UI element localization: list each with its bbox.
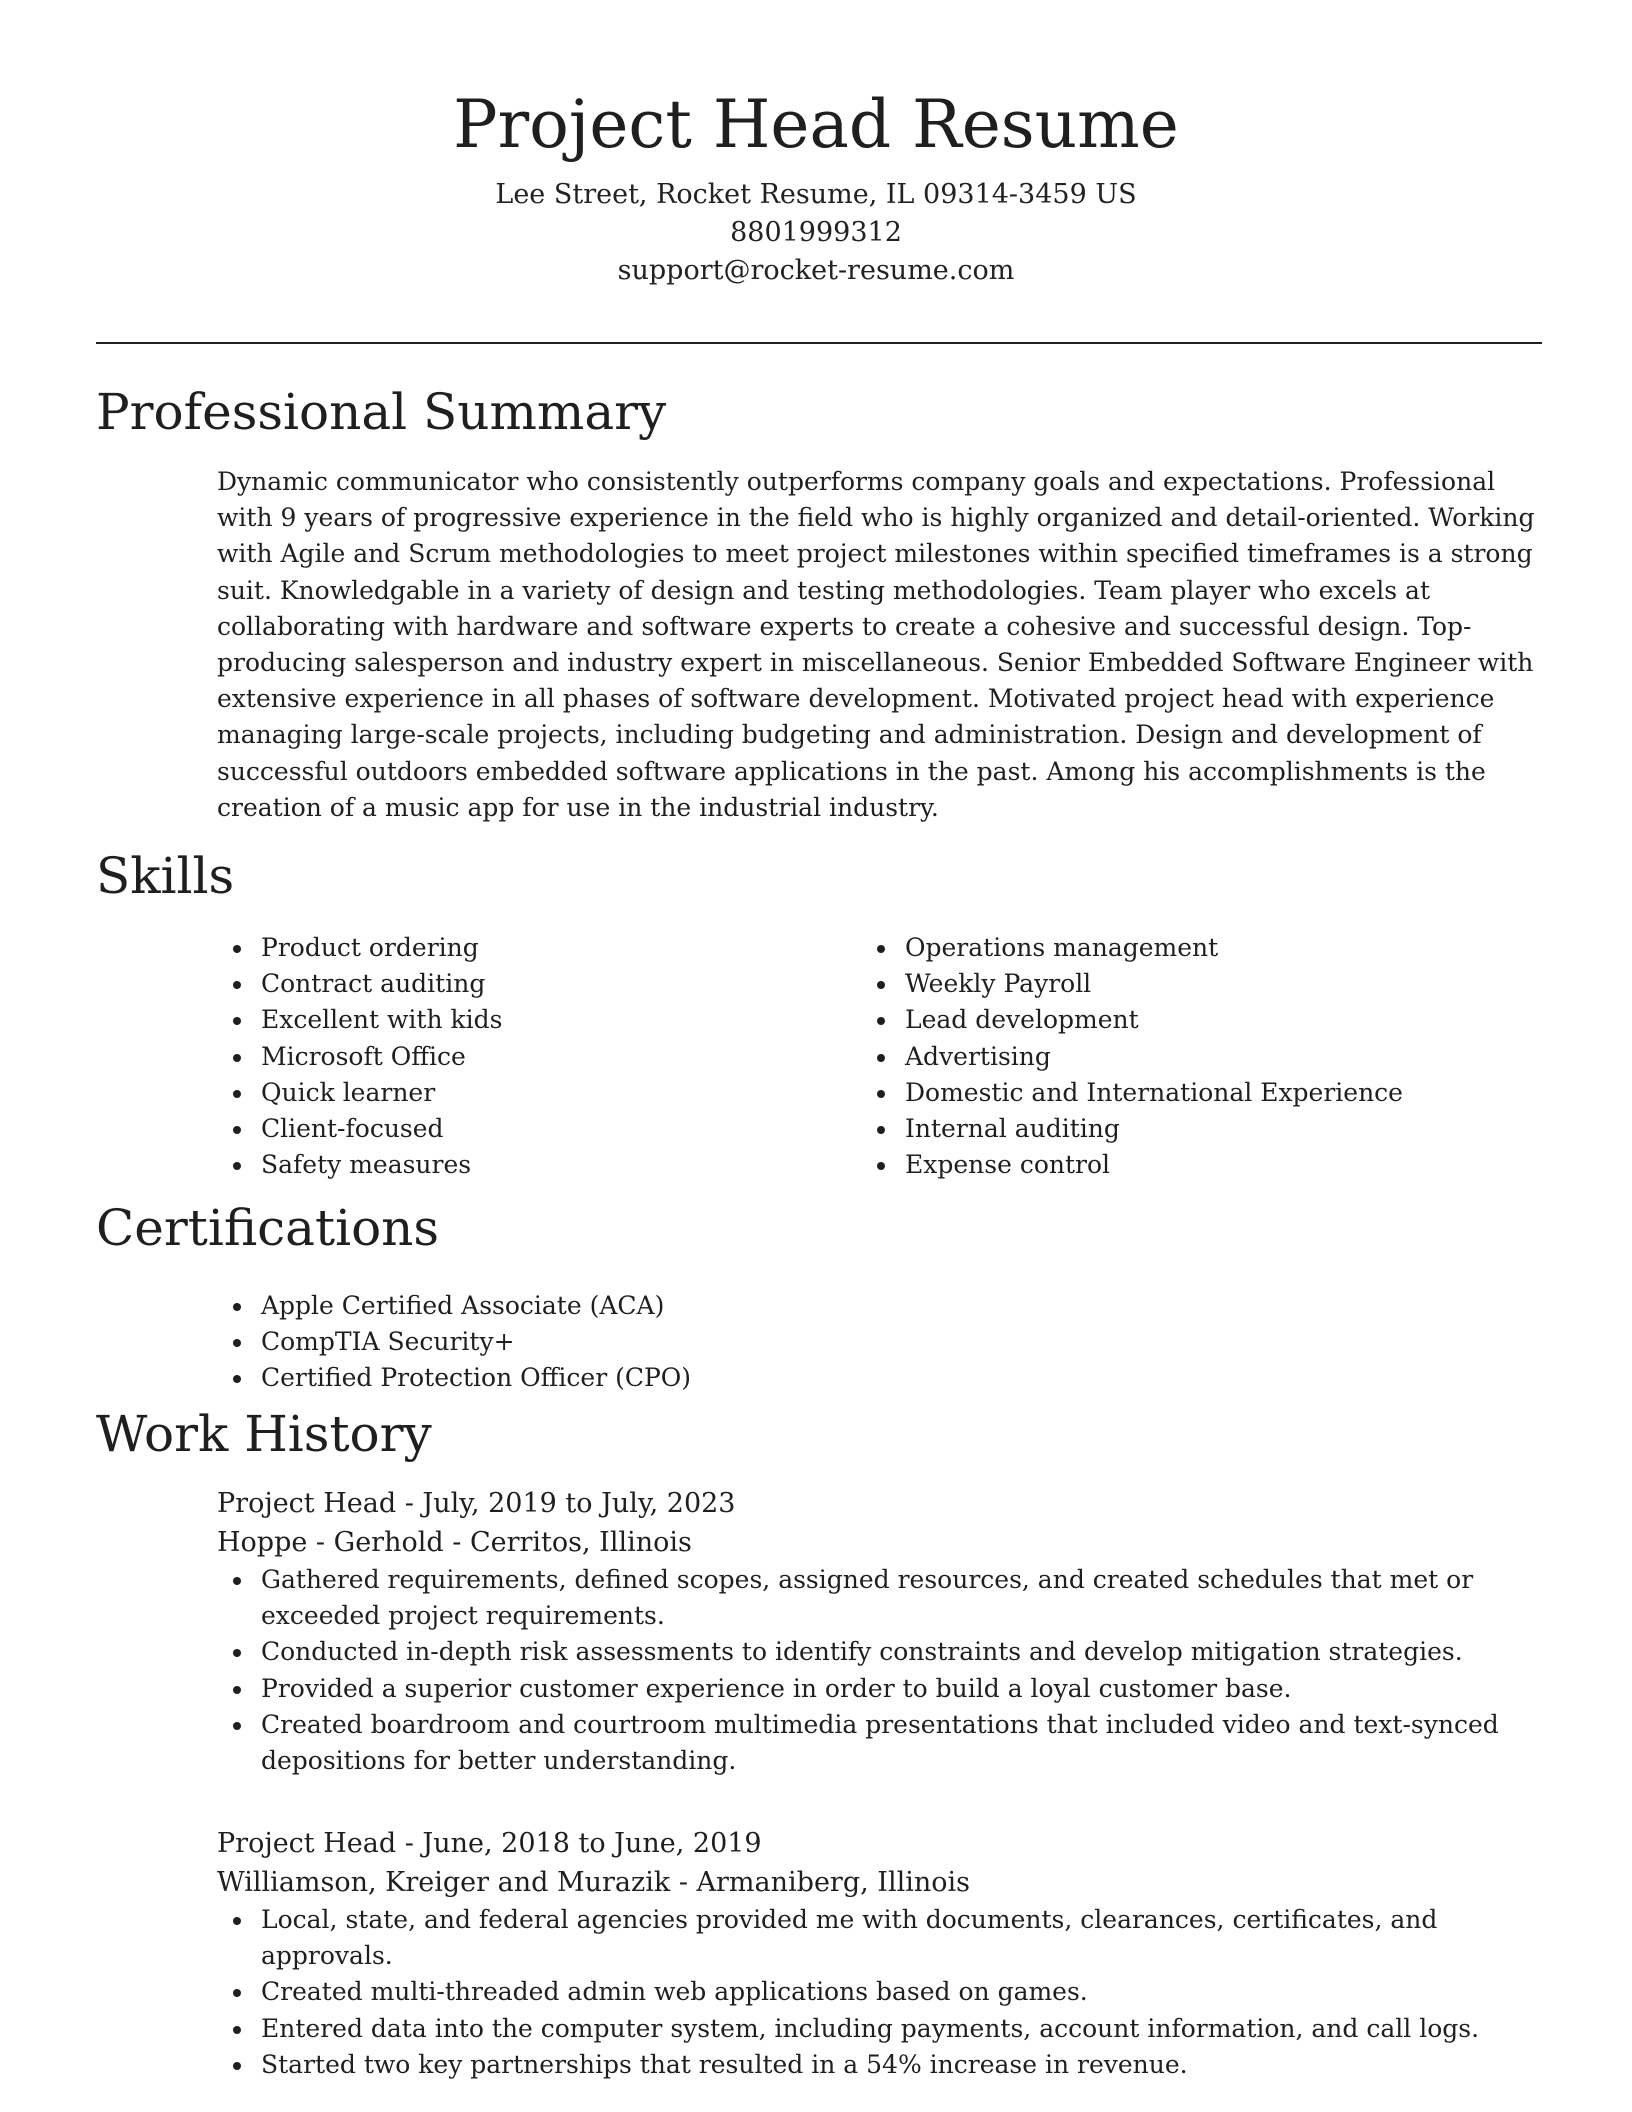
list-item: Weekly Payroll [861,966,1403,1002]
summary-text: Dynamic communicator who consistently outperforms company goals and expectations. Professional with 9 years of progressive experience in the field who is highly organized and detail-oriented. Working with Agile and Scrum methodologies to meet project milestones within specified timeframes is a strong suit. Knowledgable in a variety of design and testing methodologies. Team player who excels at collaborating with hardware and software experts to create a cohesive and successful design. Top-producing salesperson and industry expert in miscellaneous. Senior Embedded Software Engineer with extensive experience in all phases of software development. Motivated project head with experience managing large-scale projects, including budgeting and administration. Design and development of successful outdoors embedded software applications in the past. Among his accomplishments is the creation of a music app for use in the industrial industry. [217,467,1535,822]
certifications-list [217,1288,691,1397]
job-entry-2 [217,1824,1539,2083]
list-item: Product ordering [217,930,503,966]
list-item: Domestic and International Experience [861,1075,1403,1111]
job-title-line: Project Head - July, 2019 to July, 2023 [217,1488,736,1519]
job-entry-1 [217,1484,1539,1779]
list-item: Client-focused [217,1111,503,1147]
skills-left-list [217,930,503,1183]
list-item: Lead development [861,1002,1403,1038]
section-title-summary: Professional Summary [96,383,667,441]
list-item: Internal auditing [861,1111,1403,1147]
list-item: Created boardroom and courtroom multimedia presentations that included video and text-synced depositions for better understanding. [217,1707,1539,1779]
job-title-line: Project Head - June, 2018 to June, 2019 [217,1828,762,1859]
contact-address: Lee Street, Rocket Resume, IL 09314-3459 US [495,179,1137,210]
section-title-skills: Skills [96,847,235,905]
list-item: Entered data into the computer system, including payments, account information, and call logs. [217,2011,1539,2047]
contact-phone: 8801999312 [730,217,902,248]
list-item: Conducted in-depth risk assessments to identify constraints and develop mitigation strategies. [217,1634,1539,1670]
list-item: Operations management [861,930,1403,966]
job-company-line: Hoppe - Gerhold - Cerritos, Illinois [217,1527,692,1558]
list-item: Contract auditing [217,966,503,1002]
header-divider [96,342,1542,344]
list-item: Advertising [861,1039,1403,1075]
list-item: Started two key partnerships that resulted in a 54% increase in revenue. [217,2047,1539,2083]
list-item: Quick learner [217,1075,503,1111]
job-bullets [217,1902,1539,2083]
skills-right-column [861,930,1403,1183]
list-item: Gathered requirements, defined scopes, assigned resources, and created schedules that met or exceeded project requirements. [217,1562,1539,1634]
list-item: Apple Certified Associate (ACA) [217,1288,691,1324]
section-title-work-history: Work History [96,1405,432,1463]
list-item: Microsoft Office [217,1039,503,1075]
skills-right-list [861,930,1403,1183]
list-item: Provided a superior customer experience in order to build a loyal customer base. [217,1671,1539,1707]
list-item: Safety measures [217,1147,503,1183]
resume-header [0,80,1632,290]
list-item: CompTIA Security+ [217,1324,691,1360]
list-item: Expense control [861,1147,1403,1183]
list-item: Certified Protection Officer (CPO) [217,1360,691,1396]
list-item: Local, state, and federal agencies provided me with documents, clearances, certificates, and approvals. [217,1902,1539,1974]
job-bullets [217,1562,1539,1779]
resume-title: Project Head Resume [453,86,1179,163]
contact-email: support@rocket-resume.com [617,255,1015,286]
skills-left-column [217,930,503,1183]
section-title-certifications: Certifications [96,1199,440,1257]
list-item: Excellent with kids [217,1002,503,1038]
list-item: Created multi-threaded admin web applications based on games. [217,1974,1539,2010]
job-company-line: Williamson, Kreiger and Murazik - Armaniberg, Illinois [217,1867,970,1898]
